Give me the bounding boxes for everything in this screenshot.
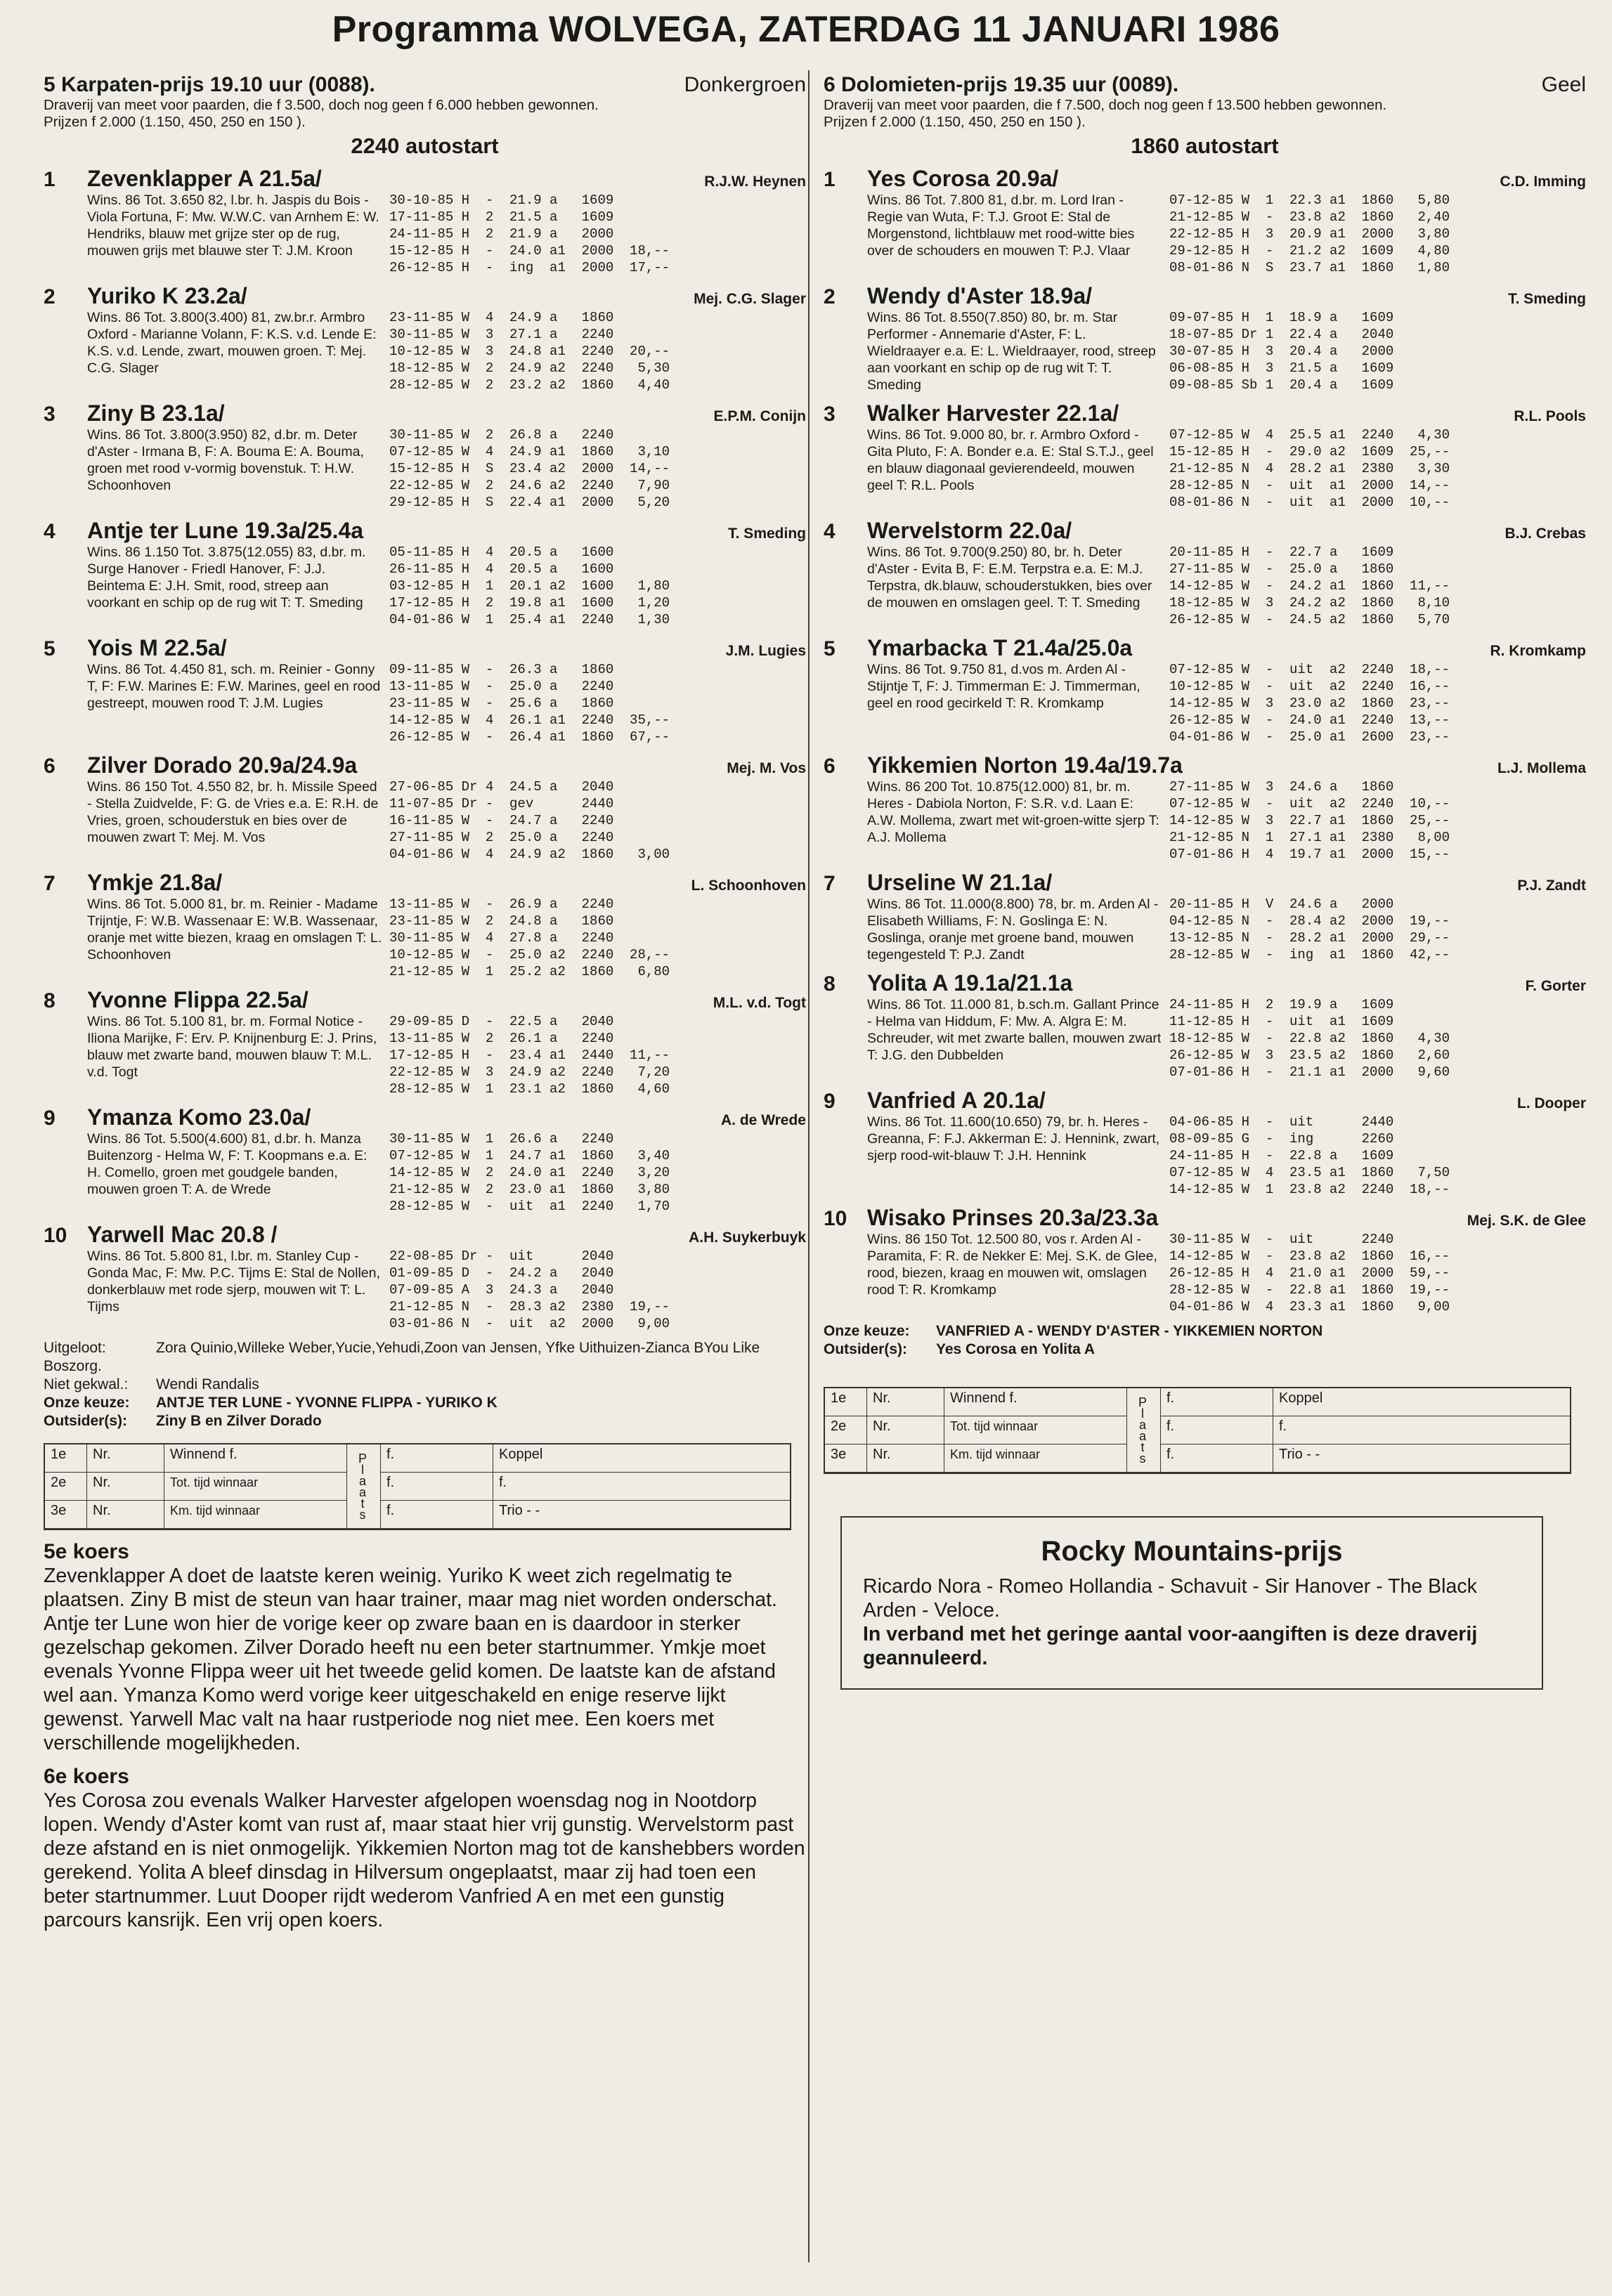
race5-prizes: Prijzen f 2.000 (1.150, 450, 250 en 150 ). <box>44 114 306 130</box>
horse-description: Wins. 86 Tot. 5.800 81, l.br. m. Stanley Cup - Gonda Mac, F: Mw. P.C. Tijms E: Stal de Nollen, donkerblauw met rode sjerp, mouwen wit T: L. Tijms <box>87 1248 380 1315</box>
horse-entry <box>44 166 806 276</box>
nr-cell[interactable]: Nr. <box>87 1444 164 1473</box>
horse-number: 7 <box>824 872 836 895</box>
horse-entry <box>824 970 1586 1081</box>
horse-body <box>867 192 1586 276</box>
horse-number: 2 <box>824 285 836 308</box>
horse-name: Yois M 22.5a/ <box>87 635 227 660</box>
race5-comment: Zevenklapper A doet de laatste keren weinig. Yuriko K weet zich regelmatig te plaatsen. Ziny B mist de steun van haar trainer, maar mag niet worden onderschat. Antje ter Lune won hier de vorige keer op zware baan en is daardoor in sterker gezelschap gekomen. Zilver Dorado heeft nu een beter startnummer. Ymkje moet evenals Yvonne Flippa weer uit het tweede gelid komen. De laatste kan de afstand wel aan. Ymanza Komo werd vorige keer uitgeschakeld en enige reserve lijkt gewenst. Yarwell Mac valt na haar rustperiode nog niet mee. Een koers met verschillende mogelijkheden. <box>44 1565 777 1754</box>
horse-number: 10 <box>44 1224 67 1247</box>
horse-results: 09-11-85 W - 26.3 a 1860 13-11-85 W - 25.0 a 2240 23-11-85 W - 25.6 a 1860 14-12-85 W 4 26.1 a1 2240 35,-- 26-12-85 W - 26.4 a1 1860 67,-- <box>389 662 670 745</box>
horse-header <box>824 166 1586 192</box>
koppel-f-cell[interactable]: f. <box>493 1473 790 1501</box>
plaats-f-cell[interactable]: f. <box>381 1501 493 1529</box>
horse-body <box>87 661 806 745</box>
rocky-mountains-box <box>840 1516 1543 1690</box>
horse-number: 10 <box>824 1207 847 1230</box>
horse-name: Yuriko K 23.2a/ <box>87 283 247 308</box>
place-3rd: 3e <box>45 1501 87 1529</box>
horse-trainer: L.J. Mollema <box>1497 760 1586 776</box>
keuze-value: ANTJE TER LUNE - YVONNE FLIPPA - YURIKO K <box>156 1395 498 1411</box>
nr-cell[interactable]: Nr. <box>867 1388 944 1416</box>
uitgeloot-label: Uitgeloot: <box>44 1340 106 1356</box>
nr-cell[interactable]: Nr. <box>867 1444 944 1473</box>
horse-header <box>44 987 806 1013</box>
horse-description: Wins. 86 Tot. 11.000(8.800) 78, br. m. Arden Al - Elisabeth Williams, F: N. Goslinga E: N. Goslinga, oranje met groene band, mouwen tegengesteld T: P.J. Zandt <box>867 896 1159 963</box>
horse-number: 1 <box>824 168 836 191</box>
horse-header <box>824 870 1586 896</box>
nr-cell[interactable]: Nr. <box>87 1473 164 1501</box>
horse-name: Wendy d'Aster 18.9a/ <box>867 283 1093 308</box>
outsider-label: Outsider(s): <box>824 1341 908 1357</box>
horse-header <box>824 1205 1586 1231</box>
race6-prizes: Prijzen f 2.000 (1.150, 450, 250 en 150 ). <box>824 114 1086 130</box>
horse-header <box>44 1104 806 1130</box>
horse-trainer: T. Smeding <box>728 526 806 542</box>
niet-value: Wendi Randalis <box>156 1376 259 1392</box>
horse-header <box>824 518 1586 544</box>
horse-description: Wins. 86 Tot. 11.600(10.650) 79, br. h. Heres - Greanna, F: F.J. Akkerman E: J. Hennink, zwart, sjerp rood-wit-blauw T: J.H. Hennink <box>867 1114 1160 1163</box>
horse-entry <box>44 400 806 511</box>
horse-number: 4 <box>44 520 56 543</box>
horse-trainer: Mej. M. Vos <box>727 760 806 776</box>
race5-niet-gekwal <box>44 1376 806 1394</box>
race5-keuze <box>44 1394 806 1412</box>
nr-cell[interactable]: Nr. <box>87 1501 164 1529</box>
plaats-f-cell[interactable]: f. <box>1161 1444 1273 1473</box>
horse-body <box>867 996 1586 1081</box>
horse-trainer: T. Smeding <box>1508 291 1586 307</box>
race5-distance: 2240 autostart <box>351 133 499 158</box>
page-title: Programma WOLVEGA, ZATERDAG 11 JANUARI 1986 <box>332 9 1280 50</box>
plaats-cell: Plaats <box>347 1444 381 1529</box>
column-divider <box>808 70 810 2262</box>
horse-name: Ziny B 23.1a/ <box>87 400 225 426</box>
horse-results: 30-11-85 W 2 26.8 a 2240 07-12-85 W 4 24.9 a1 1860 3,10 15-12-85 H S 23.4 a2 2000 14,-- 22-12-85 W 2 24.6 a2 2240 7,90 29-12-85 H S 22.4 a1 2000 5,20 <box>389 427 670 510</box>
horse-body <box>87 544 806 628</box>
uitgeloot-value: Zora Quinio,Willeke Weber,Yucie,Yehudi,Zoon van Jensen, Yfke Uithuizen-Zianca BYou Like Boszorg. <box>44 1340 760 1374</box>
race6-header <box>824 73 1586 97</box>
horse-number: 8 <box>44 989 56 1012</box>
horse-results: 29-09-85 D - 22.5 a 2040 13-11-85 W 2 26.1 a 2240 17-12-85 H - 23.4 a1 2440 11,-- 22-12-85 W 3 24.9 a2 2240 7,20 28-12-85 W 1 23.1 a2 1860 4,60 <box>389 1014 670 1097</box>
race6-color: Geel <box>1541 73 1586 96</box>
horse-header <box>44 518 806 544</box>
race6-outsider <box>824 1341 1586 1359</box>
horse-trainer: P.J. Zandt <box>1517 878 1586 894</box>
race5-name: 5 Karpaten-prijs 19.10 uur (0088). <box>44 73 375 96</box>
horse-header <box>44 400 806 426</box>
horse-entry <box>44 518 806 628</box>
horse-name: Ymanza Komo 23.0a/ <box>87 1104 311 1130</box>
keuze-label: Onze keuze: <box>44 1395 130 1411</box>
horse-trainer: C.D. Imming <box>1500 174 1586 190</box>
horse-body <box>87 1130 806 1215</box>
horse-body <box>87 896 806 980</box>
horse-description: Wins. 86 Tot. 8.550(7.850) 80, br. m. Star Performer - Annemarie d'Aster, F: L. Wieldraayer e.a. E: L. Wieldraayer, rood, streep aan voorkant en schip op de rug wit T: T. Smeding <box>867 310 1156 393</box>
horse-entry <box>824 1088 1586 1198</box>
race6-horse-list <box>824 166 1586 1315</box>
horse-description: Wins. 86 Tot. 3.650 82, l.br. h. Jaspis du Bois - Viola Fortuna, F: Mw. W.W.C. van Arnhem E: W. Hendriks, blauw met grijze ster op de rug, mouwen grijs met blauwe ster T: J.M. Kroon <box>87 193 379 259</box>
horse-number: 4 <box>824 520 836 543</box>
horse-description: Wins. 86 Tot. 9.000 80, br. r. Armbro Oxford - Gita Pluto, F: A. Bonder e.a. E: Stal S.T.J., geel en blauw diagonaal gevierendeeld, mouwen geel T: R.L. Pools <box>867 427 1154 493</box>
horse-name: Wisako Prinses 20.3a/23.3a <box>867 1205 1159 1230</box>
horse-description: Wins. 86 1.150 Tot. 3.875(12.055) 83, d.br. m. Surge Hanover - Friedl Hanover, F: J.J. Beintema E: J.H. Smit, rood, streep aan voorkant en schip op de rug wit T: T. Smeding <box>87 544 366 611</box>
horse-name: Wervelstorm 22.0a/ <box>867 518 1072 543</box>
horse-name: Yvonne Flippa 22.5a/ <box>87 987 308 1012</box>
rocky-text: Ricardo Nora - Romeo Hollandia - Schavuit - Sir Hanover - The Black Arden - Veloce. <box>863 1575 1477 1622</box>
keuze-value: VANFRIED A - WENDY D'ASTER - YIKKEMIEN NORTON <box>936 1323 1323 1339</box>
horse-trainer: A. de Wrede <box>721 1112 806 1128</box>
horse-body <box>867 661 1586 745</box>
horse-name: Vanfried A 20.1a/ <box>867 1088 1046 1113</box>
horse-name: Yikkemien Norton 19.4a/19.7a <box>867 752 1183 778</box>
horse-trainer: L. Schoonhoven <box>691 878 806 894</box>
horse-trainer: L. Dooper <box>1517 1095 1586 1111</box>
horse-name: Ymkje 21.8a/ <box>87 870 223 895</box>
plaats-f-cell[interactable]: f. <box>1161 1416 1273 1444</box>
niet-label: Niet gekwal.: <box>44 1376 129 1392</box>
horse-number: 9 <box>44 1107 56 1130</box>
horse-results: 30-11-85 W - uit 2240 14-12-85 W - 23.8 a2 1860 16,-- 26-12-85 H 4 21.0 a1 2000 59,-- 28-12-85 W - 22.8 a1 1860 19,-- 04-01-86 W 4 23.3 a1 1860 9,00 <box>1169 1232 1450 1315</box>
horse-entry <box>44 987 806 1097</box>
race6-name: 6 Dolomieten-prijs 19.35 uur (0089). <box>824 73 1179 96</box>
horse-number: 3 <box>44 403 56 426</box>
plaats-f-cell[interactable]: f. <box>381 1473 493 1501</box>
keuze-label: Onze keuze: <box>824 1323 910 1339</box>
horse-header <box>44 166 806 192</box>
horse-name: Walker Harvester 22.1a/ <box>867 400 1119 426</box>
race6-comment: Yes Corosa zou evenals Walker Harvester afgelopen woensdag nog in Nootdorp lopen. Wendy d'Aster komt van rust af, maar staat hier vrij gunstig. Wervelstorm past deze afstand en is niet onmogelijk. Yikkemien Norton mag tot de kanshebbers worden gerekend. Yolita A bleef dinsdag in Hilversum ongeplaatst, maar zij had toen een beter startnummer. Luut Dooper rijdt wederom Vanfried A en met een gunstig parcours kansrijk. Een vrij open koers. <box>44 1789 805 1931</box>
horse-entry <box>824 166 1586 276</box>
horse-description: Wins. 86 Tot. 11.000 81, b.sch.m. Gallant Prince - Helma van Hiddum, F: Mw. A. Algra E: M. Schreuder, wit met zwarte ballen, mouwen zwart T: J.G. den Dubbelden <box>867 997 1162 1063</box>
horse-body <box>87 778 806 863</box>
trio-cell[interactable]: Trio - - <box>1273 1444 1570 1473</box>
horse-number: 8 <box>824 972 836 996</box>
horse-number: 3 <box>824 403 836 426</box>
horse-header <box>44 283 806 309</box>
horse-results: 07-12-85 W - uit a2 2240 18,-- 10-12-85 W - uit a2 2240 16,-- 14-12-85 W 3 23.0 a2 1860 23,-- 26-12-85 W - 24.0 a1 2240 13,-- 04-01-86 W - 25.0 a1 2600 23,-- <box>1169 662 1450 745</box>
horse-body <box>867 1114 1586 1198</box>
horse-description: Wins. 86 Tot. 3.800(3.950) 82, d.br. m. Deter d'Aster - Irmana B, F: A. Bouma E: A. Bouma, groen met rood v-vormig bovenstuk. T: H.W. Schoonhoven <box>87 427 364 493</box>
horse-results: 22-08-85 Dr - uit 2040 01-09-85 D - 24.2 a 2040 07-09-85 A 3 24.3 a 2040 21-12-85 N - 28.3 a2 2380 19,-- 03-01-86 N - uit a2 2000 9,00 <box>389 1248 670 1331</box>
horse-results: 05-11-85 H 4 20.5 a 1600 26-11-85 H 4 20.5 a 1600 03-12-85 H 1 20.1 a2 1600 1,80 17-12-85 H 2 19.8 a1 1600 1,20 04-01-86 W 1 25.4 a1 2240 1,30 <box>389 544 670 627</box>
horse-header <box>824 1088 1586 1114</box>
outsider-label: Outsider(s): <box>44 1413 128 1429</box>
horse-body <box>87 309 806 393</box>
horse-results: 20-11-85 H V 24.6 a 2000 04-12-85 N - 28.4 a2 2000 19,-- 13-12-85 N - 28.2 a1 2000 29,-- 28-12-85 W - ing a1 1860 42,-- <box>1169 896 1450 963</box>
race5-result-form <box>44 1443 791 1530</box>
horse-header <box>44 870 806 896</box>
place-1st: 1e <box>45 1444 87 1473</box>
horse-trainer: Mej. S.K. de Glee <box>1467 1213 1586 1229</box>
horse-results: 27-06-85 Dr 4 24.5 a 2040 11-07-85 Dr - gev 2440 16-11-85 W - 24.7 a 2240 27-11-85 W 2 25.0 a 2240 04-01-86 W 4 24.9 a2 1860 3,00 <box>389 779 670 862</box>
horse-number: 1 <box>44 168 56 191</box>
winnend-cell[interactable]: Winnend f. <box>944 1388 1127 1416</box>
horse-description: Wins. 86 Tot. 5.100 81, br. m. Formal Notice - Iliona Marijke, F: Erv. P. Knijnenburg E: J. Prins, blauw met zwarte band, mouwen blauw T: M.L. v.d. Togt <box>87 1014 377 1080</box>
horse-body <box>87 192 806 276</box>
horse-trainer: J.M. Lugies <box>725 643 806 659</box>
horse-name: Urseline W 21.1a/ <box>867 870 1053 895</box>
horse-trainer: M.L. v.d. Togt <box>713 995 806 1011</box>
horse-results: 13-11-85 W - 26.9 a 2240 23-11-85 W 2 24.8 a 1860 30-11-85 W 4 27.8 a 2240 10-12-85 W - 25.0 a2 2240 28,-- 21-12-85 W 1 25.2 a2 1860 6,80 <box>389 896 670 979</box>
horse-name: Zevenklapper A 21.5a/ <box>87 166 322 191</box>
winnend-cell[interactable]: Winnend f. <box>164 1444 347 1473</box>
horse-header <box>824 752 1586 778</box>
horse-body <box>87 1013 806 1097</box>
horse-name: Yes Corosa 20.9a/ <box>867 166 1059 191</box>
trio-cell[interactable]: Trio - - <box>493 1501 790 1529</box>
horse-description: Wins. 86 Tot. 9.700(9.250) 80, br. h. Deter d'Aster - Evita B, F: E.M. Terpstra e.a. E: M.J. Terpstra, dk.blauw, schouderstukken, bies over de mouwen en omslagen geel. T: T. Smeding <box>867 544 1152 611</box>
horse-header <box>44 1222 806 1248</box>
place-3rd: 3e <box>825 1444 867 1473</box>
race5-horse-list <box>44 166 806 1332</box>
horse-results: 27-11-85 W 3 24.6 a 1860 07-12-85 W - uit a2 2240 10,-- 14-12-85 W 3 22.7 a1 1860 25,-- 21-12-85 N 1 27.1 a1 2380 8,00 07-01-86 H 4 19.7 a1 2000 15,-- <box>1169 779 1450 862</box>
horse-results: 30-10-85 H - 21.9 a 1609 17-11-85 H 2 21.5 a 1609 24-11-85 H 2 21.9 a 2000 15-12-85 H - 24.0 a1 2000 18,-- 26-12-85 H - ing a1 2000 17,-- <box>389 193 670 275</box>
race6-result-form <box>824 1387 1571 1474</box>
horse-number: 5 <box>824 637 836 660</box>
place-2nd: 2e <box>825 1416 867 1444</box>
horse-results: 07-12-85 W 1 22.3 a1 1860 5,80 21-12-85 W - 23.8 a2 1860 2,40 22-12-85 H 3 20.9 a1 2000 3,80 29-12-85 H - 21.2 a2 1609 4,80 08-01-86 N S 23.7 a1 1860 1,80 <box>1169 193 1450 275</box>
horse-header <box>824 283 1586 309</box>
horse-description: Wins. 86 Tot. 9.750 81, d.vos m. Arden Al - Stijntje T, F: J. Timmerman E: J. Timmerman, geel en rood gecirkeld T: R. Kromkamp <box>867 662 1140 711</box>
horse-header <box>824 635 1586 661</box>
horse-number: 5 <box>44 637 56 660</box>
horse-description: Wins. 86 Tot. 5.500(4.600) 81, d.br. h. Manza Buitenzorg - Helma W, F: T. Koopmans e.a. E: H. Comello, groen met goudgele banden, mouwen groen T: A. de Wrede <box>87 1131 368 1197</box>
horse-header <box>44 635 806 661</box>
horse-entry <box>824 752 1586 863</box>
race6-column <box>824 73 1586 1690</box>
koppel-cell[interactable]: Koppel <box>493 1444 790 1473</box>
koppel-cell[interactable]: Koppel <box>1273 1388 1570 1416</box>
horse-number: 7 <box>44 872 56 895</box>
race5-header <box>44 73 806 97</box>
place-1st: 1e <box>825 1388 867 1416</box>
horse-results: 20-11-85 H - 22.7 a 1609 27-11-85 W - 25.0 a 1860 14-12-85 W - 24.2 a1 1860 11,-- 18-12-85 W 3 24.2 a2 1860 8,10 26-12-85 W - 24.5 a2 1860 5,70 <box>1169 544 1450 627</box>
horse-number: 2 <box>44 285 56 308</box>
horse-header <box>824 400 1586 426</box>
horse-entry <box>44 1104 806 1215</box>
rocky-cancel-note: In verband met het geringe aantal voor-aangiften is deze draverij geannuleerd. <box>863 1623 1478 1669</box>
horse-trainer: B.J. Crebas <box>1504 526 1586 542</box>
race6-comment-title: 6e koers <box>44 1765 129 1788</box>
horse-body <box>867 309 1586 393</box>
outsider-value: Yes Corosa en Yolita A <box>936 1341 1096 1357</box>
horse-entry <box>824 283 1586 393</box>
horse-body <box>867 778 1586 863</box>
horse-results: 23-11-85 W 4 24.9 a 1860 30-11-85 W 3 27.1 a 2240 10-12-85 W 3 24.8 a1 2240 20,-- 18-12-85 W 2 24.9 a2 2240 5,30 28-12-85 W 2 23.2 a2 1860 4,40 <box>389 310 670 393</box>
horse-trainer: E.P.M. Conijn <box>713 408 806 424</box>
horse-trainer: R. Kromkamp <box>1490 643 1586 659</box>
race6-conditions: Draverij van meet voor paarden, die f 7.500, doch nog geen f 13.500 hebben gewonnen. <box>824 97 1387 113</box>
nr-cell[interactable]: Nr. <box>867 1416 944 1444</box>
horse-entry <box>44 752 806 863</box>
horse-description: Wins. 86 Tot. 7.800 81, d.br. m. Lord Iran - Regie van Wuta, F: T.J. Groot E: Stal de Morgenstond, lichtblauw met rood-witte bies over de schouders en mouwen T: P.J. Vlaar <box>867 193 1135 259</box>
horse-entry <box>44 1222 806 1332</box>
horse-trainer: Mej. C.G. Slager <box>694 291 806 307</box>
horse-number: 9 <box>824 1090 836 1113</box>
horse-description: Wins. 86 Tot. 5.000 81, br. m. Reinier - Madame Trijntje, F: W.B. Wassenaar E: W.B. Wassenaar, oranje met witte biezen, kraag en omslagen T: L. Schoonhoven <box>87 896 382 963</box>
outsider-value: Ziny B en Zilver Dorado <box>156 1413 322 1429</box>
rocky-title: Rocky Mountains-prijs <box>1041 1536 1343 1567</box>
horse-description: Wins. 86 Tot. 4.450 81, sch. m. Reinier - Gonny T, F: F.W. Marines E: F.W. Marines, geel en rood gestreept, mouwen rood T: J.M. Lugies <box>87 662 381 711</box>
plaats-cell: Plaats <box>1127 1388 1161 1473</box>
horse-trainer: R.L. Pools <box>1514 408 1586 424</box>
horse-header <box>44 752 806 778</box>
horse-entry <box>44 635 806 745</box>
horse-description: Wins. 86 150 Tot. 4.550 82, br. h. Missile Speed - Stella Zuidvelde, F: G. de Vries e.a. E: R.H. de Vries, groen, schouderstuk en bies over de mouwen zwart T: Mej. M. Vos <box>87 779 379 845</box>
race6-distance: 1860 autostart <box>1131 133 1279 158</box>
horse-description: Wins. 86 200 Tot. 10.875(12.000) 81, br. m. Heres - Dabiola Norton, F: S.R. v.d. Laan E: A.W. Mollema, zwart met wit-groen-witte sjerp T: A.J. Mollema <box>867 779 1159 845</box>
race5-outsider <box>44 1412 806 1430</box>
horse-results: 04-06-85 H - uit 2440 08-09-85 G - ing 2260 24-11-85 H - 22.8 a 1609 07-12-85 W 4 23.5 a1 1860 7,50 14-12-85 W 1 23.8 a2 2240 18,-- <box>1169 1114 1450 1197</box>
race5-comment-title: 5e koers <box>44 1540 129 1563</box>
horse-results: 09-07-85 H 1 18.9 a 1609 18-07-85 Dr 1 22.4 a 2040 30-07-85 H 3 20.4 a 2000 06-08-85 H 3 21.5 a 1609 09-08-85 Sb 1 20.4 a 1609 <box>1169 310 1394 393</box>
horse-entry <box>824 518 1586 628</box>
race5-column <box>44 73 806 1932</box>
horse-results: 24-11-85 H 2 19.9 a 1609 11-12-85 H - uit a1 1609 18-12-85 W - 22.8 a2 1860 4,30 26-12-85 W 3 23.5 a2 1860 2,60 07-01-86 H - 21.1 a1 2000 9,60 <box>1169 997 1450 1080</box>
koppel-f-cell[interactable]: f. <box>1273 1416 1570 1444</box>
horse-description: Wins. 86 Tot. 3.800(3.400) 81, zw.br.r. Armbro Oxford - Marianne Volann, F: K.S. v.d. Lende E: K.S. v.d. Lende, zwart, mouwen groen. T: Mej. C.G. Slager <box>87 310 377 376</box>
place-2nd: 2e <box>45 1473 87 1501</box>
horse-entry <box>824 870 1586 963</box>
tot-tijd-cell[interactable]: Tot. tijd winnaar <box>164 1473 347 1501</box>
horse-entry <box>824 1205 1586 1315</box>
tot-tijd-cell[interactable]: Tot. tijd winnaar <box>944 1416 1127 1444</box>
horse-header <box>824 970 1586 996</box>
horse-description: Wins. 86 150 Tot. 12.500 80, vos r. Arden Al - Paramita, F: R. de Nekker E: Mej. S.K. de Glee, rood, biezen, kraag en mouwen wit, omslagen rood T: R. Kromkamp <box>867 1232 1157 1298</box>
race5-uitgeloot <box>44 1339 806 1376</box>
plaats-f-cell[interactable]: f. <box>381 1444 493 1473</box>
horse-results: 30-11-85 W 1 26.6 a 2240 07-12-85 W 1 24.7 a1 1860 3,40 14-12-85 W 2 24.0 a1 2240 3,20 21-12-85 W 2 23.0 a1 1860 3,80 28-12-85 W - uit a1 2240 1,70 <box>389 1131 670 1214</box>
horse-entry <box>44 870 806 980</box>
horse-trainer: R.J.W. Heynen <box>704 174 806 190</box>
horse-body <box>867 896 1586 963</box>
horse-body <box>867 544 1586 628</box>
horse-trainer: A.H. Suykerbuyk <box>689 1229 806 1246</box>
horse-name: Zilver Dorado 20.9a/24.9a <box>87 752 358 778</box>
horse-results: 07-12-85 W 4 25.5 a1 2240 4,30 15-12-85 H - 29.0 a2 1609 25,-- 21-12-85 N 4 28.2 a1 2380 3,30 28-12-85 N - uit a1 2000 14,-- 08-01-86 N - uit a1 2000 10,-- <box>1169 427 1450 510</box>
horse-number: 6 <box>824 755 836 778</box>
horse-body <box>87 1248 806 1332</box>
horse-number: 6 <box>44 755 56 778</box>
horse-name: Yarwell Mac 20.8 / <box>87 1222 278 1247</box>
horse-entry <box>824 635 1586 745</box>
plaats-f-cell[interactable]: f. <box>1161 1388 1273 1416</box>
horse-name: Ymarbacka T 21.4a/25.0a <box>867 635 1133 660</box>
horse-body <box>867 426 1586 511</box>
horse-trainer: F. Gorter <box>1525 978 1586 994</box>
horse-name: Antje ter Lune 19.3a/25.4a <box>87 518 364 543</box>
horse-body <box>867 1231 1586 1315</box>
horse-entry <box>44 283 806 393</box>
km-tijd-cell[interactable]: Km. tijd winnaar <box>164 1501 347 1529</box>
km-tijd-cell[interactable]: Km. tijd winnaar <box>944 1444 1127 1473</box>
race5-conditions: Draverij van meet voor paarden, die f 3.500, doch nog geen f 6.000 hebben gewonnen. <box>44 97 599 113</box>
horse-body <box>87 426 806 511</box>
race6-keuze <box>824 1322 1586 1341</box>
race5-color: Donkergroen <box>684 73 806 96</box>
horse-name: Yolita A 19.1a/21.1a <box>867 970 1073 996</box>
horse-entry <box>824 400 1586 511</box>
